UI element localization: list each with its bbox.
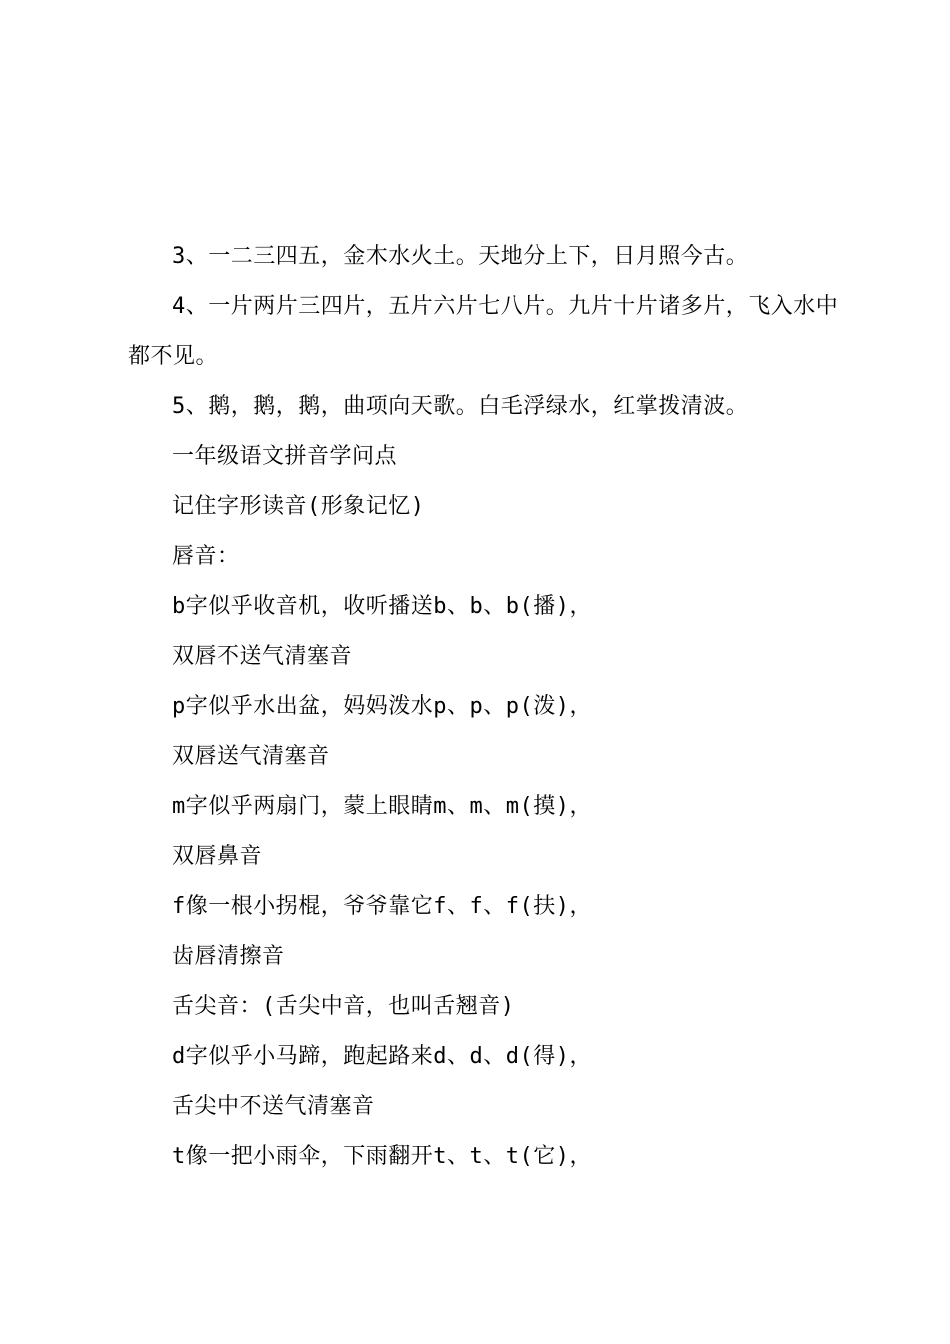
description-d: 舌尖中不送气清塞音 xyxy=(172,1094,375,1119)
description-b: 双唇不送气清塞音 xyxy=(172,644,353,669)
paragraph-poem-4: 4、一片两片三四片，五片六片七八片。九片十片诸多片，飞入水中都不见。 xyxy=(128,294,839,369)
category-label-tongue-tip: 舌尖音：(舌尖中音，也叫舌翘音) xyxy=(172,994,515,1019)
description-f: 齿唇清擦音 xyxy=(172,944,285,969)
rhyme-b: b字似乎收音机，收听播送b、b、b(播)， xyxy=(172,594,592,619)
rhyme-d: d字似乎小马蹄，跑起路来d、d、d(得)， xyxy=(172,1044,592,1069)
paragraph-poem-5: 5、鹅，鹅，鹅，曲项向天歌。白毛浮绿水，红掌拨清波。 xyxy=(172,394,749,419)
rhyme-t: t像一把小雨伞，下雨翻开t、t、t(它)， xyxy=(172,1144,592,1169)
category-label-lip-sounds: 唇音： xyxy=(172,544,240,569)
section-subheading: 记住字形读音(形象记忆) xyxy=(172,494,425,519)
paragraph-poem-3: 3、一二三四五，金木水火土。天地分上下，日月照今古。 xyxy=(172,244,749,269)
rhyme-f: f像一根小拐棍，爷爷靠它f、f、f(扶)， xyxy=(172,894,592,919)
description-p: 双唇送气清塞音 xyxy=(172,744,330,769)
document-body xyxy=(128,232,840,1182)
rhyme-p: p字似乎水出盆，妈妈泼水p、p、p(泼)， xyxy=(172,694,592,719)
section-heading: 一年级语文拼音学问点 xyxy=(172,444,398,469)
rhyme-m: m字似乎两扇门，蒙上眼睛m、m、m(摸)， xyxy=(172,794,592,819)
description-m: 双唇鼻音 xyxy=(172,844,263,869)
